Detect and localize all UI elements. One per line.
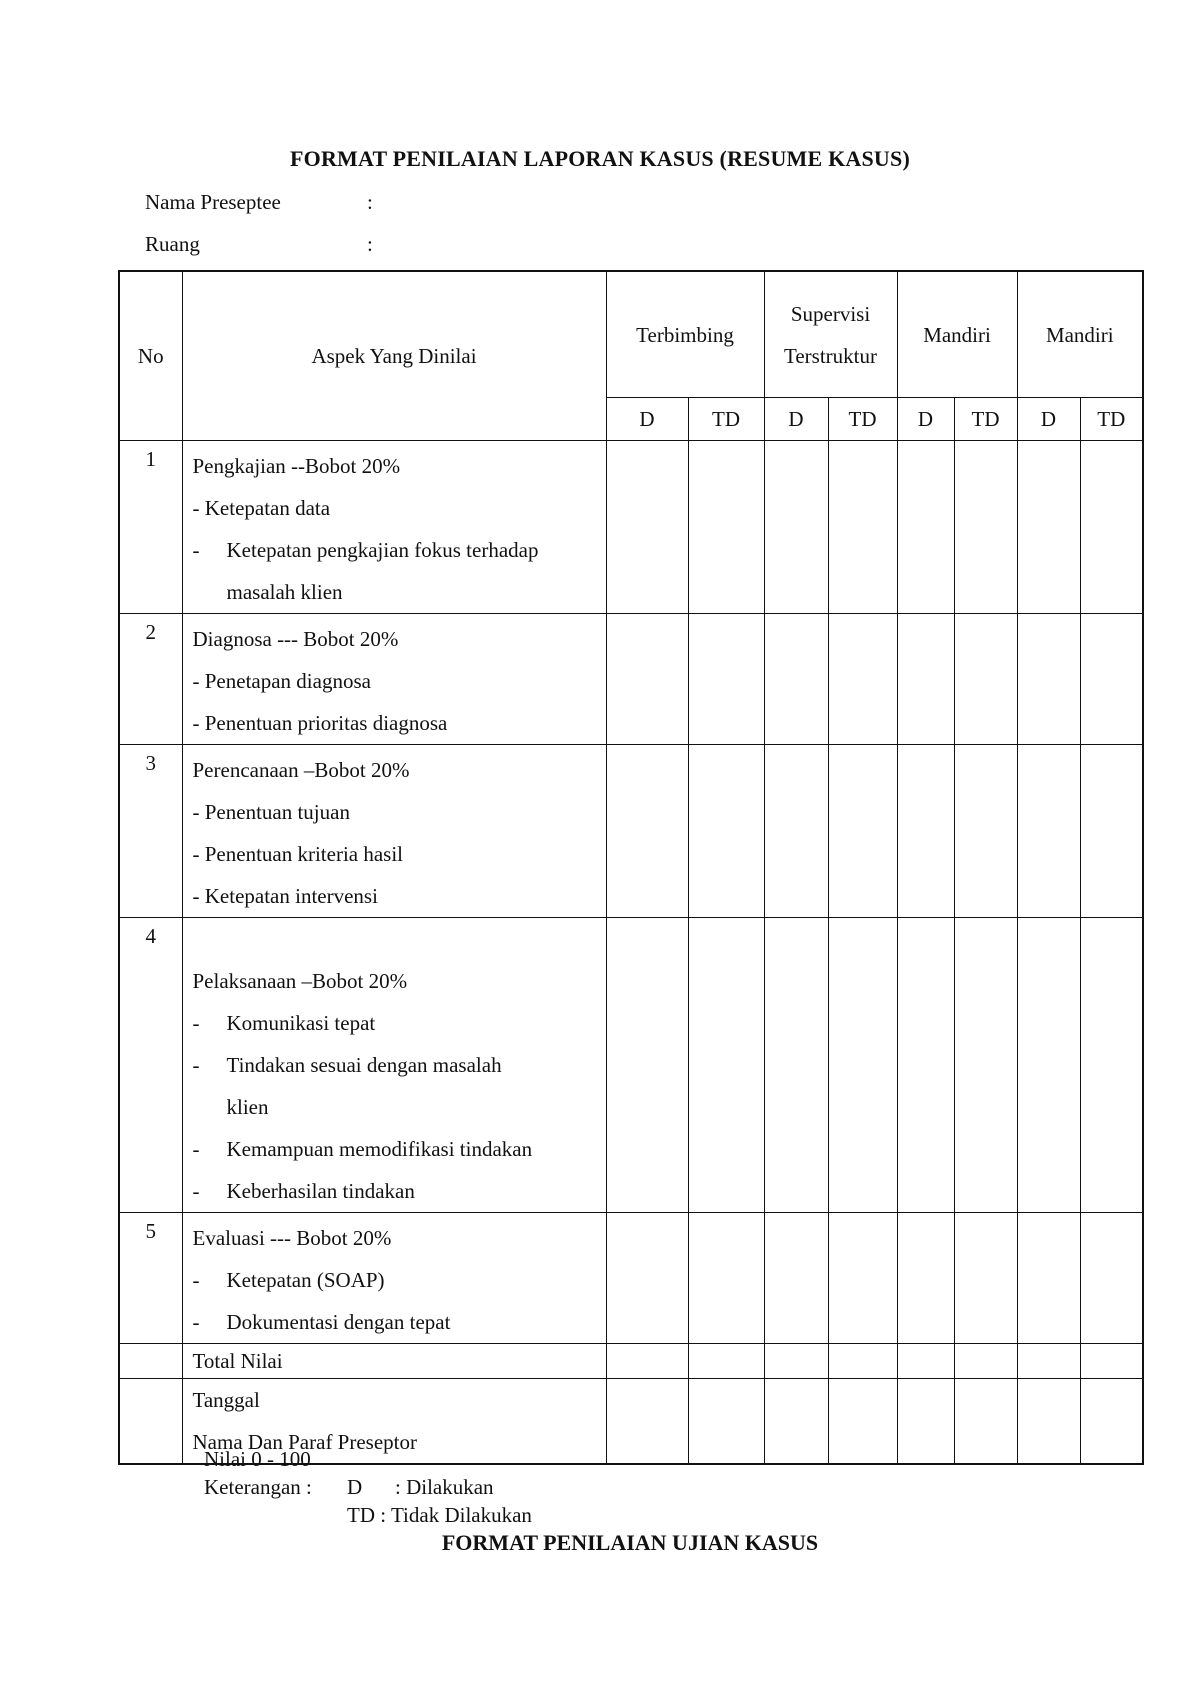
score-cell[interactable] xyxy=(897,918,954,1213)
row-number: 4 xyxy=(119,918,182,1213)
row-number: 5 xyxy=(119,1213,182,1344)
score-cell[interactable] xyxy=(1080,1344,1143,1379)
score-cell[interactable] xyxy=(606,1213,688,1344)
bullet-dash: - xyxy=(192,1310,200,1334)
aspek-item: - Ketepatan data xyxy=(192,496,331,520)
header-mandiri-1: Mandiri xyxy=(897,271,1017,398)
score-cell[interactable] xyxy=(828,745,897,918)
header-supervisi: Supervisi xyxy=(790,301,871,326)
total-label: Total Nilai xyxy=(182,1344,606,1379)
aspek-cell xyxy=(182,745,606,918)
score-cell[interactable] xyxy=(828,441,897,614)
score-cell[interactable] xyxy=(897,614,954,745)
aspek-item-text: Keberhasilan tindakan xyxy=(226,1179,415,1203)
aspek-cell xyxy=(182,614,606,745)
bullet-dash: - xyxy=(192,1268,200,1292)
signature-box[interactable] xyxy=(828,1379,897,1465)
field-nama-preseptee xyxy=(145,190,373,215)
keterangan-label: Keterangan : xyxy=(204,1475,312,1499)
table-row xyxy=(119,918,1143,1213)
score-cell[interactable] xyxy=(954,441,1017,614)
score-cell[interactable] xyxy=(1080,745,1143,918)
document-title: FORMAT PENILAIAN LAPORAN KASUS (RESUME KASUS) xyxy=(290,146,910,171)
sub-header-td: TD xyxy=(1080,398,1143,441)
score-cell[interactable] xyxy=(897,1344,954,1379)
field-ruang xyxy=(145,232,373,257)
score-cell[interactable] xyxy=(688,1213,764,1344)
header-terstruktur: Terstruktur xyxy=(784,343,878,368)
sub-header-d: D xyxy=(764,398,828,441)
header-supervisi-terstruktur xyxy=(764,271,897,398)
sub-header-d: D xyxy=(606,398,688,441)
legend-d-code: D xyxy=(347,1475,363,1499)
score-cell[interactable] xyxy=(897,1213,954,1344)
score-cell[interactable] xyxy=(688,745,764,918)
header-row-main xyxy=(119,271,1143,398)
aspek-item xyxy=(193,1170,598,1212)
field-separator: : xyxy=(367,232,373,256)
sub-header-d: D xyxy=(1017,398,1080,441)
legend-td: TD : Tidak Dilakukan xyxy=(347,1503,532,1527)
aspek-title: Diagnosa --- Bobot 20% xyxy=(192,627,399,651)
score-cell[interactable] xyxy=(897,441,954,614)
signature-box[interactable] xyxy=(1017,1379,1080,1465)
aspek-title: Evaluasi --- Bobot 20% xyxy=(192,1226,392,1250)
score-cell[interactable] xyxy=(764,614,828,745)
score-cell[interactable] xyxy=(764,745,828,918)
score-cell[interactable] xyxy=(1080,441,1143,614)
aspek-title: Pengkajian --Bobot 20% xyxy=(192,454,401,478)
signature-box[interactable] xyxy=(1080,1379,1143,1465)
aspek-item-text: Kemampuan memodifikasi tindakan xyxy=(226,1137,533,1161)
score-cell[interactable] xyxy=(1017,1213,1080,1344)
header-terbimbing: Terbimbing xyxy=(606,271,764,398)
aspek-item: - Penentuan tujuan xyxy=(192,800,350,824)
table-row xyxy=(119,1213,1143,1344)
score-cell[interactable] xyxy=(897,745,954,918)
score-cell[interactable] xyxy=(954,614,1017,745)
score-cell[interactable] xyxy=(954,1344,1017,1379)
aspek-item xyxy=(193,529,598,613)
assessment-table xyxy=(118,270,1144,1465)
aspek-title: Perencanaan –Bobot 20% xyxy=(192,758,410,782)
aspek-item xyxy=(193,1128,598,1170)
keterangan xyxy=(204,1473,494,1501)
nilai-range: Nilai 0 - 100 xyxy=(204,1447,311,1471)
signature-box[interactable] xyxy=(764,1379,828,1465)
aspek-item-text: Komunikasi tepat xyxy=(226,1011,376,1035)
aspek-cell xyxy=(182,441,606,614)
row-number: 2 xyxy=(119,614,182,745)
signature-box[interactable] xyxy=(954,1379,1017,1465)
bullet-dash: - xyxy=(192,1011,200,1035)
bullet-dash: - xyxy=(192,1137,200,1161)
score-cell[interactable] xyxy=(1017,918,1080,1213)
tanggal-label: Tanggal xyxy=(192,1388,260,1412)
aspek-item: - Penentuan prioritas diagnosa xyxy=(192,711,448,735)
score-cell[interactable] xyxy=(764,918,828,1213)
table-row xyxy=(119,745,1143,918)
score-cell[interactable] xyxy=(1017,441,1080,614)
score-cell[interactable] xyxy=(1080,614,1143,745)
score-cell[interactable] xyxy=(764,1213,828,1344)
total-row xyxy=(119,1344,1143,1379)
row-number xyxy=(119,1344,182,1379)
field-separator: : xyxy=(367,190,373,214)
score-cell[interactable] xyxy=(606,441,688,614)
score-cell[interactable] xyxy=(954,745,1017,918)
aspek-item xyxy=(193,1301,598,1343)
aspek-title: Pelaksanaan –Bobot 20% xyxy=(192,969,408,993)
score-cell[interactable] xyxy=(688,1344,764,1379)
aspek-item xyxy=(193,1044,598,1128)
aspek-item-text: Dokumentasi dengan tepat xyxy=(226,1310,451,1334)
score-cell[interactable] xyxy=(688,918,764,1213)
signature-box[interactable] xyxy=(897,1379,954,1465)
aspek-item-text: klien xyxy=(226,1095,269,1119)
next-section-title: FORMAT PENILAIAN UJIAN KASUS xyxy=(441,1530,819,1555)
score-cell[interactable] xyxy=(1017,614,1080,745)
header-aspek: Aspek Yang Dinilai xyxy=(182,271,606,441)
aspek-item xyxy=(193,1259,598,1301)
table-row xyxy=(119,441,1143,614)
sub-header-td: TD xyxy=(688,398,764,441)
score-cell[interactable] xyxy=(828,1213,897,1344)
aspek-item: - Penetapan diagnosa xyxy=(192,669,371,693)
header-no: No xyxy=(119,271,182,441)
score-cell[interactable] xyxy=(764,1344,828,1379)
table-row xyxy=(119,614,1143,745)
bullet-dash: - xyxy=(192,1179,200,1203)
row-number: 3 xyxy=(119,745,182,918)
legend-d-desc: : Dilakukan xyxy=(395,1475,494,1499)
paraf-label: Nama Dan Paraf Preseptor xyxy=(192,1430,417,1454)
sub-header-td: TD xyxy=(828,398,897,441)
sub-header-td: TD xyxy=(954,398,1017,441)
score-cell[interactable] xyxy=(954,918,1017,1213)
field-label: Nama Preseptee xyxy=(145,190,281,214)
score-cell[interactable] xyxy=(1017,1344,1080,1379)
score-cell[interactable] xyxy=(688,614,764,745)
score-cell[interactable] xyxy=(606,614,688,745)
aspek-item xyxy=(193,1002,598,1044)
score-cell[interactable] xyxy=(828,1344,897,1379)
row-number xyxy=(119,1379,182,1465)
score-cell[interactable] xyxy=(954,1213,1017,1344)
aspek-cell xyxy=(182,918,606,1213)
aspek-item-text: Ketepatan pengkajian fokus terhadap xyxy=(226,538,539,562)
score-cell[interactable] xyxy=(1080,1213,1143,1344)
bullet-dash: - xyxy=(192,538,200,562)
score-cell[interactable] xyxy=(606,1344,688,1379)
score-cell[interactable] xyxy=(1017,745,1080,918)
aspek-cell xyxy=(182,1213,606,1344)
score-cell[interactable] xyxy=(828,614,897,745)
aspek-item: - Penentuan kriteria hasil xyxy=(192,842,404,866)
aspek-item: - Ketepatan intervensi xyxy=(192,884,378,908)
header-mandiri-2: Mandiri xyxy=(1017,271,1143,398)
score-cell[interactable] xyxy=(606,745,688,918)
score-cell[interactable] xyxy=(1080,918,1143,1213)
sub-header-d: D xyxy=(897,398,954,441)
row-number: 1 xyxy=(119,441,182,614)
signature-box[interactable] xyxy=(606,1379,688,1465)
score-cell[interactable] xyxy=(764,441,828,614)
aspek-item-text: masalah klien xyxy=(226,580,343,604)
score-cell[interactable] xyxy=(688,441,764,614)
bullet-dash: - xyxy=(192,1053,200,1077)
field-label: Ruang xyxy=(145,232,200,256)
aspek-item-text: Ketepatan (SOAP) xyxy=(226,1268,385,1292)
signature-box[interactable] xyxy=(688,1379,764,1465)
aspek-item-text: Tindakan sesuai dengan masalah xyxy=(226,1053,502,1077)
score-cell[interactable] xyxy=(606,918,688,1213)
score-cell[interactable] xyxy=(828,918,897,1213)
